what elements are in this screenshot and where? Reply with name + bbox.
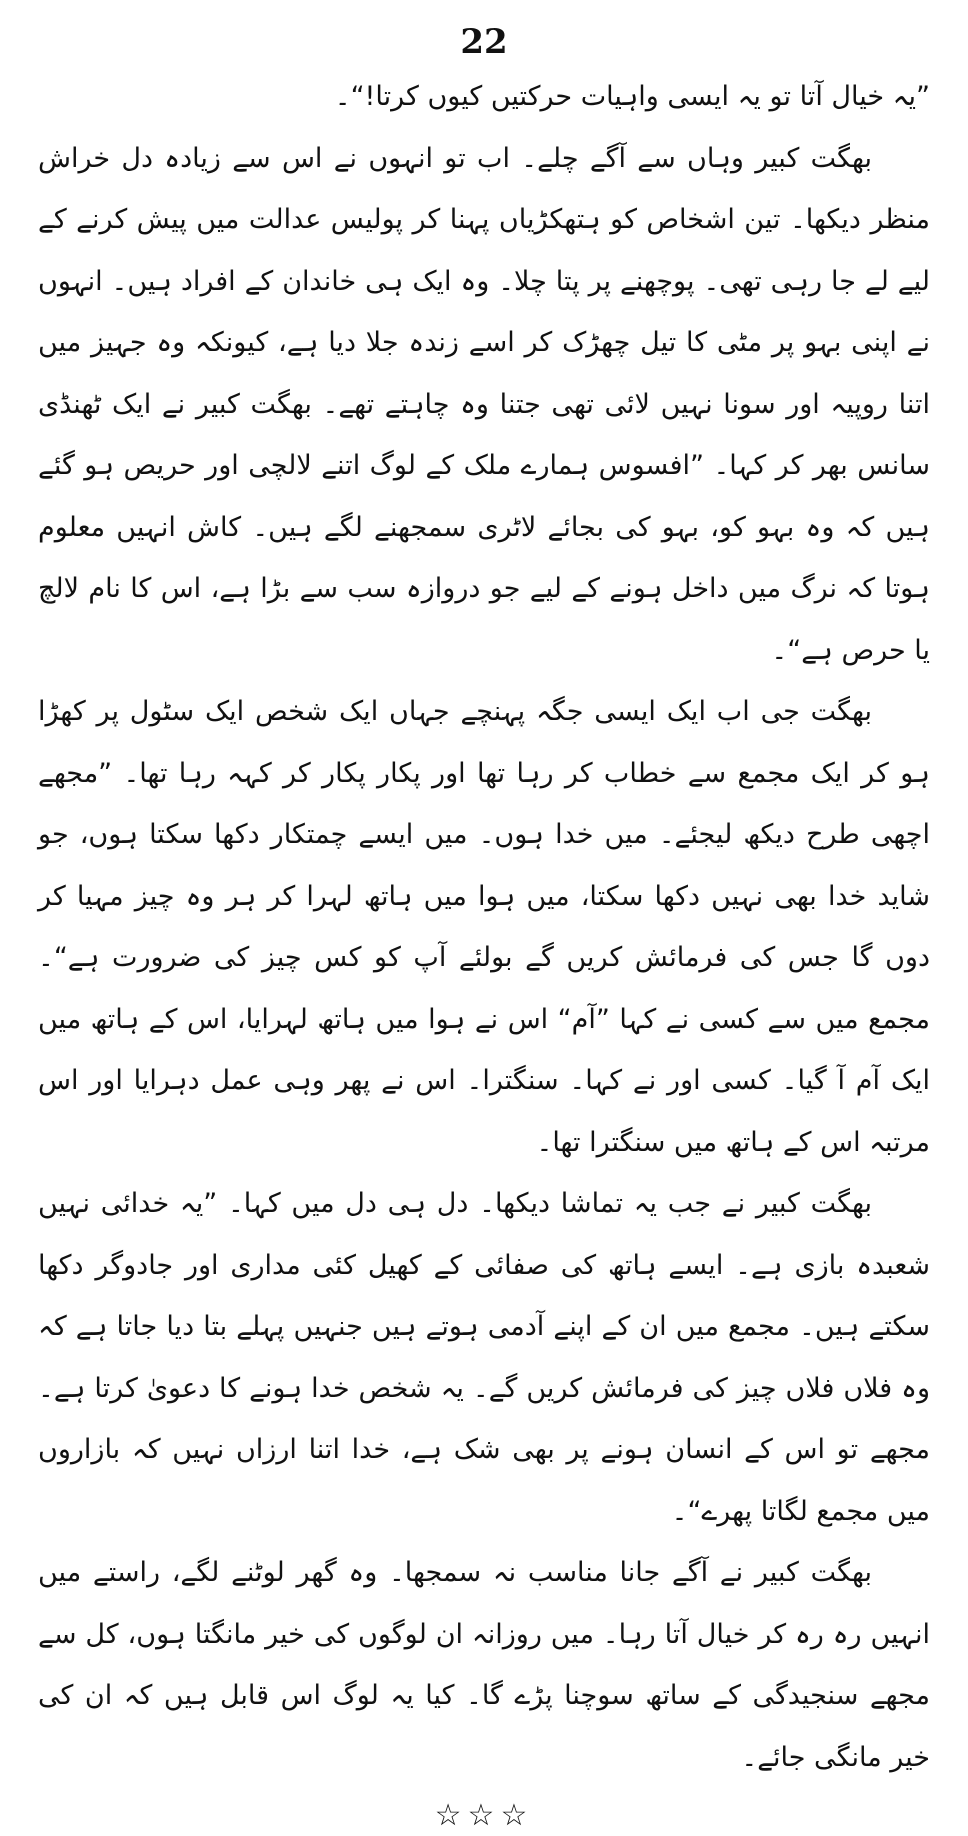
page-number: 22 xyxy=(460,22,508,62)
section-ornament-stars: ☆☆☆ xyxy=(434,1798,534,1833)
paragraph-3: بھگت جی اب ایک ایسی جگہ پہنچے جہاں ایک شخص ایک سٹول پر کھڑا ہو کر ایک مجمع سے خطاب کر رہا تھا اور پکار پکار کر کہہ رہا تھا۔ ”مجھے اچھی طرح دیکھ لیجئے۔ میں خدا ہوں۔ میں ایسے چمتکار دکھا سکتا ہوں، جو شاید خدا بھی نہیں دکھا سکتا، میں ہوا میں ہاتھ لہرا کر ہر وہ چیز مہیا کر دوں گا جس کی فرمائش کریں گے بولئے آپ کو کس چیز کی ضرورت ہے“۔ مجمع میں سے کسی نے کہا ”آم“ اس نے ہوا میں ہاتھ لہرایا، اس کے ہاتھ میں ایک آم آ گیا۔ کسی اور نے کہا۔ سنگترا۔ اس نے پھر وہی عمل دہرایا اور اس مرتبہ اس کے ہاتھ میں سنگترا تھا۔ xyxy=(38,696,930,1158)
paragraph-2: بھگت کبیر وہاں سے آگے چلے۔ اب تو انہوں نے اس سے زیادہ دل خراش منظر دیکھا۔ تین اشخاص کو ہتھکڑیاں پہنا کر پولیس عدالت میں پیش کرنے کے لیے لے جا رہی تھی۔ پوچھنے پر پتا چلا۔ وہ ایک ہی خاندان کے افراد ہیں۔ انہوں نے اپنی بہو پر مٹی کا تیل چھڑک کر اسے زندہ جلا دیا ہے، کیونکہ وہ جہیز میں اتنا روپیہ اور سونا نہیں لائی تھی جتنا وہ چاہتے تھے۔ بھگت کبیر نے ایک ٹھنڈی سانس بھر کر کہا۔ ”افسوس ہمارے ملک کے لوگ اتنے لالچی اور حریص ہو گئے ہیں کہ وہ بہو کو، بہو کی بجائے لاٹری سمجھنے لگے ہیں۔ کاش انہیں معلوم ہوتا کہ نرگ میں داخل ہونے کے لیے جو دروازہ سب سے بڑا ہے، اس کا نام لالچ یا حرص ہے“۔ xyxy=(38,142,930,666)
paragraph-1: ”یہ خیال آتا تو یہ ایسی واہیات حرکتیں کیوں کرتا!“۔ xyxy=(334,81,930,112)
paragraph-4: بھگت کبیر نے جب یہ تماشا دیکھا۔ دل ہی دل میں کہا۔ ”یہ خدائی نہیں شعبدہ بازی ہے۔ ایسے ہاتھ کی صفائی کے کھیل کئی مداری اور جادوگر دکھا سکتے ہیں۔ مجمع میں ان کے اپنے آدمی ہوتے ہیں جنہیں پہلے بتا دیا جاتا ہے کہ وہ فلاں فلاں چیز کی فرمائش کریں گے۔ یہ شخص خدا ہونے کا دعویٰ کرتا ہے۔ مجھے تو اس کے انسان ہونے پر بھی شک ہے، خدا اتنا ارزاں نہیں کہ بازاروں میں مجمع لگاتا پھرے“۔ xyxy=(38,1188,930,1527)
body-text xyxy=(38,66,930,1788)
paragraph-5: بھگت کبیر نے آگے جانا مناسب نہ سمجھا۔ وہ گھر لوٹنے لگے، راستے میں انہیں رہ رہ کر خیال آتا رہا۔ میں روزانہ ان لوگوں کی خیر مانگتا ہوں، کل سے مجھے سنجیدگی کے ساتھ سوچنا پڑے گا۔ کیا یہ لوگ اس قابل ہیں کہ ان کی خیر مانگی جائے۔ xyxy=(38,1557,930,1773)
